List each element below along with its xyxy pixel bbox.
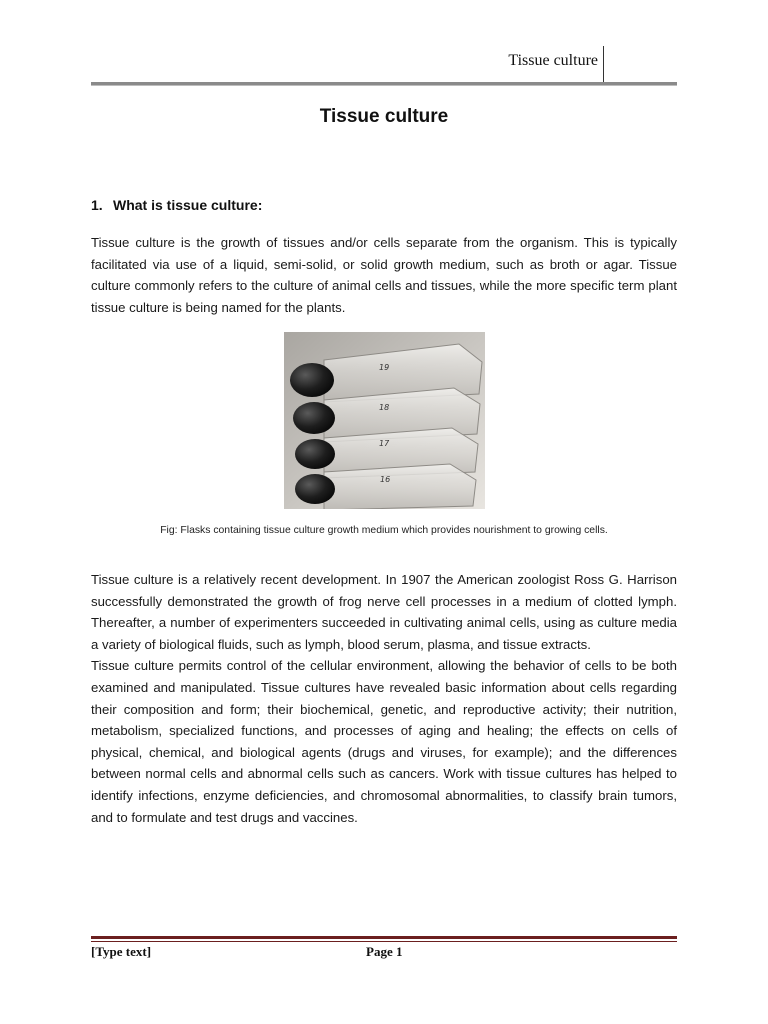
footer-type-text: [Type text] — [91, 944, 152, 959]
header-rule — [91, 82, 677, 86]
flask-label-3: 17 — [379, 439, 390, 448]
paragraph-applications: Tissue culture permits control of the cellular environment, allowing the behavior of cells to be both examined and manipulated. Tissue cultures have revealed basic information about cells regarding their composition and form; their biochemical, genetic, and reproductive activity; their nutrition, metabolism, specialized functions, and processes of aging and healing; the effects on cells of physical, chemical, and biological agents (drugs and viruses, for example); and the differences between normal cells and abnormal cells such as cancers. Work with tissue cultures has helped to identify infections, enzyme deficiencies, and chromosomal abnormalities, to classify brain tumors, and to formulate and test drugs and vaccines. — [91, 658, 677, 825]
document-title: Tissue culture — [319, 106, 449, 127]
section-heading-text: What is tissue culture: — [113, 197, 263, 213]
flask-label-4: 16 — [380, 475, 391, 484]
header-title: Tissue culture — [508, 52, 598, 69]
section-number: 1. — [91, 197, 103, 213]
paragraph-intro: Tissue culture is the growth of tissues and/or cells separate from the organism. This is typically facilitated via use of a liquid, semi-solid, or solid growth medium, such as broth or agar. Tissue culture commonly refers to the culture of animal cells and tissues, while the more specific term plant tissue culture is being named for the plants. — [91, 235, 677, 315]
flask-label-1: 19 — [379, 363, 390, 372]
flask-label-2: 18 — [379, 403, 390, 412]
paragraph-history: Tissue culture is a relatively recent development. In 1907 the American zoologist Ross G. Harrison successfully demonstrated the growth of frog nerve cell processes in a medium of clotted lymph. Thereafter, a number of experimenters succeeded in cultivating animal cells, using as culture media a variety of biological fluids, such as lymph, blood serum, plasma, and tissue extracts. — [91, 572, 677, 652]
footer-rule-thin — [91, 941, 677, 942]
footer-rule — [91, 936, 677, 939]
figure-caption: Fig: Flasks containing tissue culture growth medium which provides nourishment to growing cells. — [160, 525, 608, 536]
footer-page-number: Page 1 — [366, 944, 403, 959]
section-heading — [91, 197, 262, 213]
paragraph-body — [91, 569, 677, 828]
flasks-figure-image — [284, 332, 485, 509]
header-divider — [603, 46, 604, 82]
